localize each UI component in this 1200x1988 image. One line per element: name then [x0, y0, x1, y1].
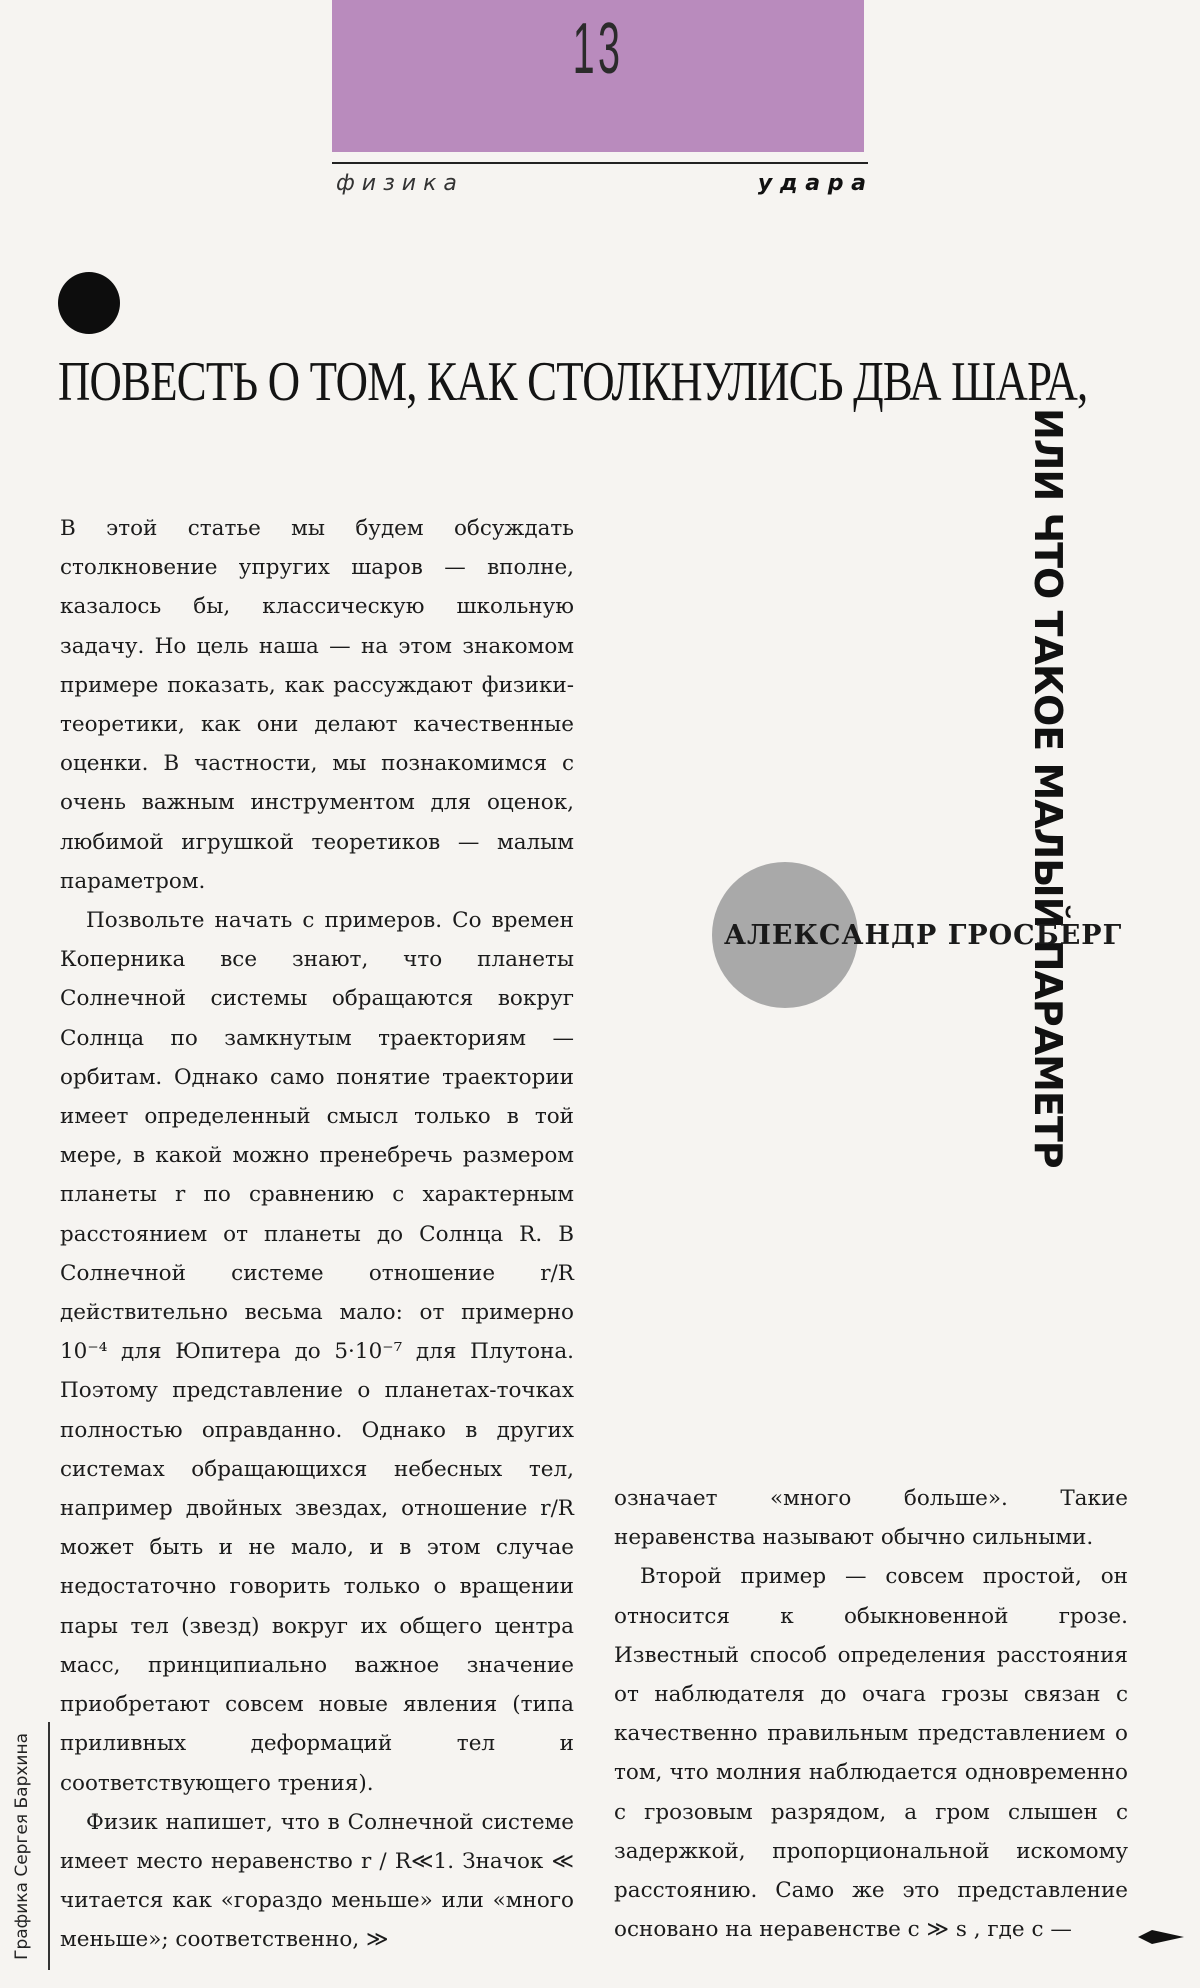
paragraph-strong-inequality: означает «много больше». Такие неравенства называют обычно сильными.	[614, 1486, 1128, 1551]
right-column	[614, 1479, 1128, 1949]
paragraph-thunder: Второй пример — совсем простой, он относится к обыкновенной грозе. Известный способ определения расстояния от наблюдателя до очага грозы связан с качественно правильным представлением о том, что молния наблюдается одновременно с грозовым разрядом, а гром слышен с задержкой, пропорциональной искомому расстоянию. Само же это представление основано на неравенстве c ≫ s , где c —	[614, 1564, 1128, 1943]
header-color-block	[332, 0, 864, 152]
author-name: АЛЕКСАНДР ГРОСБЕРГ	[724, 920, 1123, 951]
rubric-light: ф и з и к а	[336, 170, 457, 196]
credit-divider	[48, 1722, 50, 1970]
graphics-credit: Графика Сергея Бархина	[12, 1733, 32, 1960]
graphics-credit-wrapper	[12, 1720, 42, 1960]
page-number: 13	[572, 9, 624, 89]
rubric	[336, 168, 866, 198]
rubric-divider	[332, 162, 868, 164]
article-title: ПОВЕСТЬ О ТОМ, КАК СТОЛКНУЛИСЬ ДВА ШАРА,	[58, 351, 1088, 413]
bullet-dot	[58, 272, 120, 334]
rubric-bold: у д а р а	[757, 170, 866, 196]
paragraph-planets: Позвольте начать с примеров. Со времен Коперника все знают, что планеты Солнечной системы обращаются вокруг Солнца по замкнутым траекториям — орбитам. Однако само понятие траектории имеет определенный смысл только в той мере, в какой можно пренебречь размером планеты r по сравнению с характерным расстоянием от планеты до Солнца R. В Солнечной системе отношение r/R действительно весьма мало: от примерно 10⁻⁴ для Юпитера до 5·10⁻⁷ для Плутона. Поэтому представление о планетах-точках полностью оправданно. Однако в других системах обращающихся небесных тел, например двойных звездах, отношение r/R может быть и не мало, и в этом случае недостаточно говорить только о вращении пары тел (звезд) вокруг их общего центра масс, принципиально важное значение приобретают совсем новые явления (типа приливных деформаций тел и соответствующего трения).	[60, 908, 574, 1796]
article-subtitle: ИЛИ ЧТО ТАКОЕ МАЛЫЙ ПАРАМЕТР	[1026, 408, 1070, 1168]
left-column	[60, 509, 574, 1960]
continue-arrow-icon[interactable]	[1138, 1926, 1184, 1948]
paragraph-intro: В этой статье мы будем обсуждать столкновение упругих шаров — вполне, казалось бы, классическую школьную задачу. Но цель наша — на этом знакомом примере показать, как рассуждают физики-теоретики, как они делают качественные оценки. В частности, мы познакомимся с очень важным инструментом для оценок, любимой игрушкой теоретиков — малым параметром.	[60, 516, 574, 894]
subtitle-wrapper	[1026, 408, 1070, 1176]
paragraph-inequality: Физик напишет, что в Солнечной системе имеет место неравенство r / R≪1. Значок ≪ читается как «гораздо меньше» или «много меньше»; соответственно, ≫	[60, 1809, 574, 1953]
